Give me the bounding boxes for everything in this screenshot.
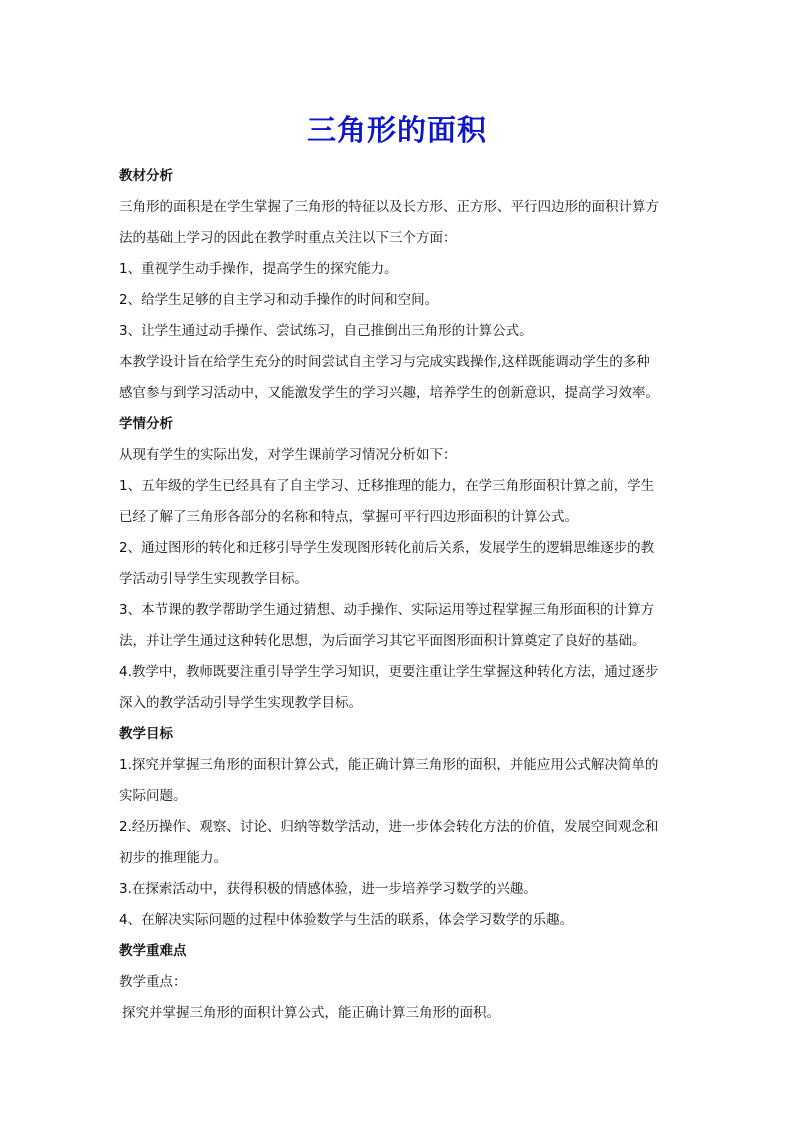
list-item: 3.在探索活动中，获得积极的情感体验，进一步培养学习数学的兴趣。	[119, 881, 537, 897]
list-item-continuation: 已经了解了三角形各部分的名称和特点，掌握可平行四边形面积的计算公式。	[119, 509, 578, 525]
list-item: 3、让学生通过动手操作、尝试练习，自己推倒出三角形的计算公式。	[119, 323, 533, 339]
paragraph-line: 感官参与到学习活动中，又能激发学生的学习兴趣，培养学生的创新意识，提高学习效率。	[119, 385, 659, 401]
subheading: 教学重点：	[119, 974, 187, 990]
section-heading-material-analysis: 教材分析	[119, 168, 173, 184]
paragraph-line: 本教学设计旨在给学生充分的时间尝试自主学习与完成实践操作,这样既能调动学生的多种	[119, 354, 650, 370]
list-item: 1.探究并掌握三角形的面积计算公式，能正确计算三角形的面积，并能应用公式解决简单的	[119, 757, 659, 773]
list-item: 2、给学生足够的自主学习和动手操作的时间和空间。	[119, 292, 439, 308]
list-item-continuation: 法，并让学生通过这种转化思想，为后面学习其它平面图形面积计算奠定了良好的基础。	[119, 633, 646, 649]
document-body	[119, 161, 679, 1029]
list-item-continuation: 实际问题。	[119, 788, 187, 804]
list-item-continuation: 学活动引导学生实现教学目标。	[119, 571, 308, 587]
paragraph-line: 三角形的面积是在学生掌握了三角形的特征以及长方形、正方形、平行四边形的面积计算方	[119, 199, 659, 215]
list-item: 2.经历操作、观察、讨论、归纳等数学活动，进一步体会转化方法的价值，发展空间观念和	[119, 819, 659, 835]
section-heading-student-analysis: 学情分析	[119, 416, 173, 432]
section-heading-teaching-goals: 教学目标	[119, 726, 173, 742]
list-item: 1、重视学生动手操作，提高学生的探究能力。	[119, 261, 398, 277]
list-item: 3、本节课的教学帮助学生通过猜想、动手操作、实际运用等过程掌握三角形面积的计算方	[119, 602, 655, 618]
document-title: 三角形的面积	[306, 113, 487, 147]
list-item: 4、在解决实际问题的过程中体验数学与生活的联系，体会学习数学的乐趣。	[119, 912, 574, 928]
list-item-continuation: 深入的教学活动引导学生实现教学目标。	[119, 695, 362, 711]
paragraph-line: 从现有学生的实际出发，对学生课前学习情况分析如下：	[119, 447, 457, 463]
list-item: 1、五年级的学生已经具有了自主学习、迁移推理的能力，在学三角形面积计算之前，学生	[119, 478, 655, 494]
list-item: 2、通过图形的转化和迁移引导学生发现图形转化前后关系，发展学生的逻辑思维逐步的教	[119, 540, 655, 556]
paragraph-line: 法的基础上学习的因此在教学时重点关注以下三个方面：	[119, 230, 457, 246]
list-item-continuation: 初步的推理能力。	[119, 850, 227, 866]
list-item: 探究并掌握三角形的面积计算公式，能正确计算三角形的面积。	[122, 1005, 500, 1021]
list-item: 4.教学中，教师既要注重引导学生学习知识，更要注重让学生掌握这种转化方法，通过逐步	[119, 664, 659, 680]
section-heading-key-points: 教学重难点	[119, 943, 187, 959]
